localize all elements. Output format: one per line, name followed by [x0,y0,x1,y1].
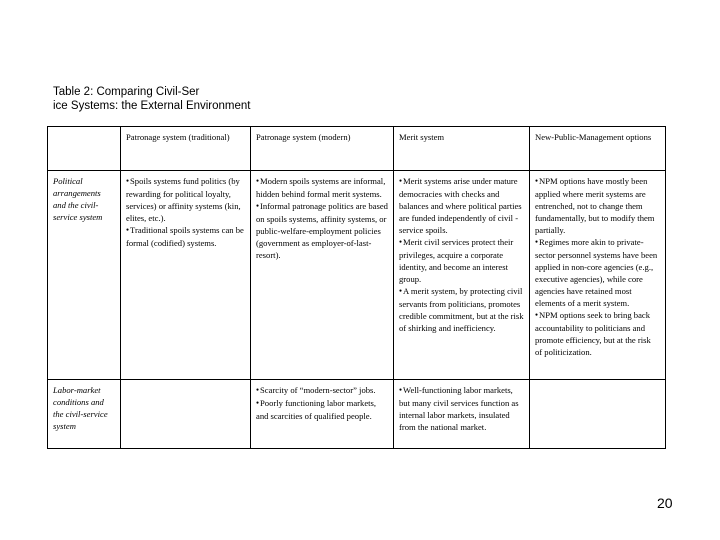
table-cell-empty [530,380,666,449]
header-row [48,127,666,171]
table-row-labor [48,380,666,449]
table-caption [53,85,353,113]
header-merit: Merit system [394,127,530,171]
caption-line-1: Table 2: Comparing Civil-Ser [53,86,200,98]
bullet-item: ● Traditional spoils systems can be formal (codified) systems. [126,224,245,249]
table-cell [121,171,251,380]
bullet-item: ● Regimes more akin to private-sector personnel systems have been applied in non-core agencies (e.g., executive agencies), while core agencies have retained most elements of a merit system. [535,236,660,309]
row-label-political: Political arrangements and the civil-service system [48,171,121,380]
table-cell [530,171,666,380]
bullet-item: ● NPM options seek to bring back accountability to politicians and promote efficiency, but at the risk of politicization. [535,309,660,358]
caption-line-2: ice Systems: the External Environment [53,100,251,112]
header-patronage-modern: Patronage system (modern) [251,127,394,171]
row-label-labor: Labor-market conditions and the civil-service system [48,380,121,449]
bullet-item: ● A merit system, by protecting civil servants from politicians, promotes credible commitment, but at the risk of shirking and inefficiency. [399,285,524,334]
table-cell [251,380,394,449]
table-row-political [48,171,666,380]
table-cell-empty [121,380,251,449]
page-number: 20 [657,495,673,511]
table-cell [394,171,530,380]
bullet-item: ● Merit civil services protect their privileges, acquire a corporate identity, and become an interest group. [399,236,524,285]
header-corner-cell [48,127,121,171]
bullet-item: ● Poorly functioning labor markets, and scarcities of qualified people. [256,397,388,422]
bullet-item: ● NPM options have mostly been applied where merit systems are entrenched, not to change them fundamentally, but to modify them partially. [535,175,660,236]
bullet-item: ● Scarcity of “modern-sector” jobs. [256,384,388,397]
bullet-item: ● Merit systems arise under mature democracies with checks and balances and where political parties are funded independently of civil -service spoils. [399,175,524,236]
header-patronage-traditional: Patronage system (traditional) [121,127,251,171]
header-npm: New-Public-Management options [530,127,666,171]
bullet-item: ● Spoils systems fund politics (by rewarding for political loyalty, services) or affinity systems (kin, elites, etc.). [126,175,245,224]
bullet-item: ● Informal patronage politics are based on spoils systems, affinity systems, or public-welfare-employment policies (government as employer-of-last-resort). [256,200,388,261]
table-cell [251,171,394,380]
comparison-table [47,126,666,449]
bullet-item: ● Well-functioning labor markets, but many civil services function as internal labor markets, insulated from the national market. [399,384,524,433]
bullet-item: ● Modern spoils systems are informal, hidden behind formal merit systems. [256,175,388,200]
table-cell [394,380,530,449]
